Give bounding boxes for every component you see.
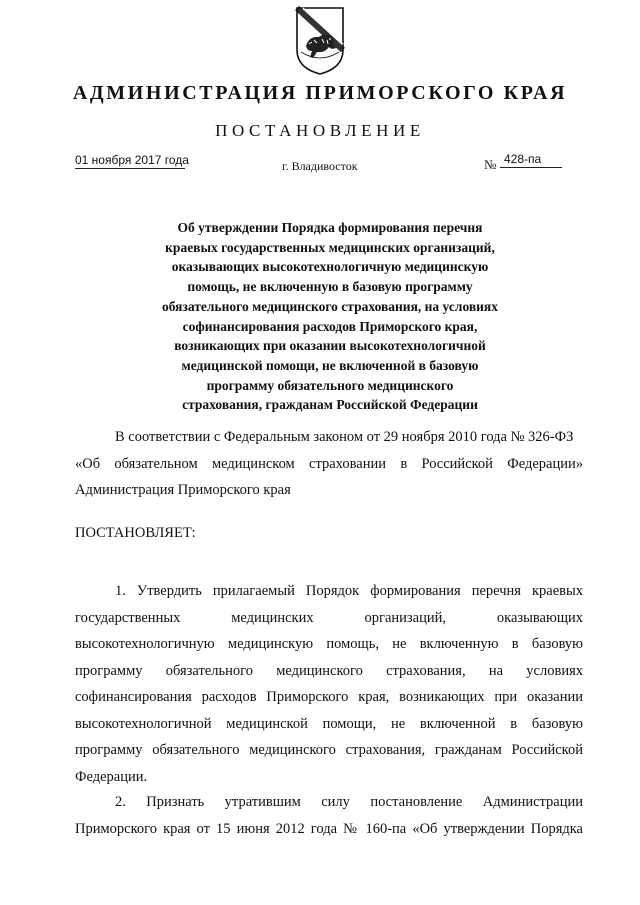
heading-line: возникающих при оказании высокотехнологичной bbox=[174, 338, 486, 354]
resolves-heading: ПОСТАНОВЛЯЕТ: bbox=[75, 525, 196, 541]
heading-line: Об утверждении Порядка формирования перечня bbox=[177, 220, 483, 235]
document-date: 01 ноября 2017 года bbox=[75, 153, 189, 167]
heading-line: обязательного медицинского страхования, на условиях bbox=[162, 298, 498, 314]
preamble-line: В соответствии с Федеральным законом от 29 ноября 2010 года № 326-ФЗ bbox=[115, 429, 574, 445]
item-1-line: Федерации. bbox=[75, 768, 148, 785]
heading-line: медицинской помощи, не включенной в базовую bbox=[181, 357, 479, 373]
heading-line: софинансирования расходов Приморского края, bbox=[182, 318, 478, 334]
heading-line: оказывающих высокотехнологичную медицинскую bbox=[171, 259, 489, 275]
document-city: г. Владивосток bbox=[282, 159, 358, 173]
item-1-line: государственных медицинских организаций, оказывающих bbox=[75, 609, 583, 626]
item-2-line: 2. Признать утратившим силу постановление Администрации bbox=[115, 794, 583, 810]
number-sign: № bbox=[484, 157, 497, 172]
item-2-paragraph bbox=[75, 789, 583, 842]
document-number: 428-па bbox=[500, 152, 562, 168]
heading-line: помощь, не включенную в базовую программу bbox=[187, 279, 473, 295]
preamble-paragraph bbox=[75, 424, 583, 504]
heading-line: страхования, гражданам Российской Федерации bbox=[182, 397, 478, 413]
preamble-line: Администрация Приморского края bbox=[75, 482, 291, 498]
item-1-line: высокотехнологичной медицинской помощи, не включенной в базовую bbox=[75, 715, 583, 732]
item-1-line: программу обязательного медицинского страхования, на условиях bbox=[75, 662, 583, 679]
heading-line: краевых государственных медицинских организаций, bbox=[165, 239, 495, 255]
item-2-line: Приморского края от 15 июня 2012 года № 160-па «Об утверждении Порядка bbox=[75, 820, 583, 837]
document-heading bbox=[100, 218, 560, 415]
organization-title: АДМИНИСТРАЦИЯ ПРИМОРСКОГО КРАЯ bbox=[72, 82, 568, 104]
preamble-line: «Об обязательном медицинском страховании в Российской Федерации» bbox=[75, 455, 583, 472]
primorsky-coat-of-arms-icon bbox=[295, 6, 345, 76]
document-type: ПОСТАНОВЛЕНИЕ bbox=[215, 121, 425, 140]
item-1-line: высокотехнологичную медицинскую помощь, не включенную в базовую bbox=[75, 636, 583, 652]
item-1-paragraph bbox=[75, 578, 583, 790]
heading-line: программу обязательного медицинского bbox=[206, 377, 454, 393]
item-1-line: софинансирования расходов Приморского края, возникающих при оказании bbox=[75, 689, 583, 705]
item-1-line: 1. Утвердить прилагаемый Порядок формирования перечня краевых bbox=[115, 583, 583, 599]
item-1-line: программу обязательного медицинского страхования, гражданам Российской bbox=[75, 742, 583, 758]
